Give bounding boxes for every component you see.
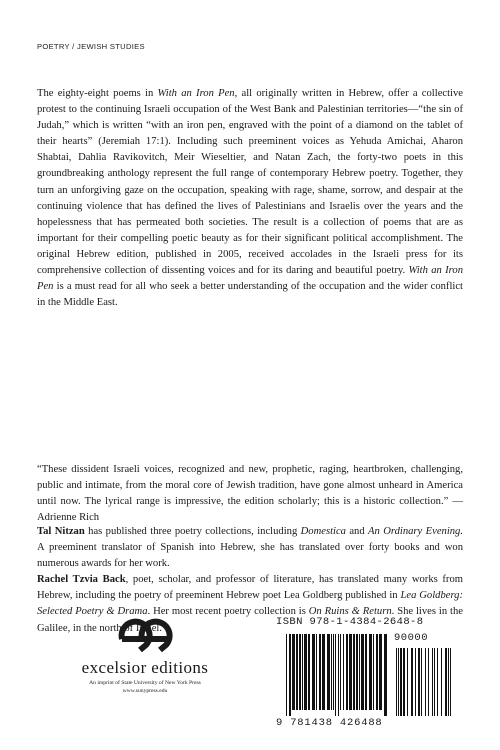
barcode-bar bbox=[343, 634, 344, 710]
bio-tal-nitzan bbox=[37, 524, 463, 572]
barcode-addon-bar bbox=[450, 648, 451, 716]
description-segment: is a must read for all who seek a better understanding of the occupation and the wider conflict in the Middle East. bbox=[37, 281, 463, 309]
description-segment: With an Iron Pen bbox=[157, 88, 235, 99]
publisher-name: excelsior editions bbox=[81, 658, 209, 677]
publisher-imprint-line: An imprint of State University of New York Press bbox=[89, 680, 201, 686]
barcode-addon-bar bbox=[425, 648, 426, 716]
barcode-bar bbox=[296, 634, 298, 710]
excelsior-editions-logo bbox=[116, 615, 174, 659]
barcode-bar bbox=[289, 634, 291, 716]
publisher-url: www.sunypress.edu bbox=[122, 688, 168, 694]
barcode-bar bbox=[308, 634, 310, 710]
barcode-bar bbox=[304, 634, 307, 710]
barcode-bar bbox=[335, 634, 336, 716]
barcode-bar bbox=[338, 634, 339, 716]
bio-back-segment: . Her most recent poetry collection is bbox=[147, 606, 309, 618]
barcode-addon-bar bbox=[415, 648, 416, 716]
book-description bbox=[37, 86, 463, 311]
category-label: POETRY / JEWISH STUDIES bbox=[37, 42, 145, 51]
barcode-bar bbox=[356, 634, 358, 710]
barcode-addon-bar bbox=[448, 648, 449, 716]
barcode-addon-bar bbox=[411, 648, 413, 716]
barcode-bar bbox=[373, 634, 374, 710]
publisher-block bbox=[80, 615, 210, 695]
bio-nitzan-segment: An Ordinary Evening. bbox=[368, 526, 464, 537]
barcode-bar bbox=[379, 634, 382, 710]
barcode-bar bbox=[331, 634, 332, 710]
isbn-label: ISBN 978-1-4384-2648-8 bbox=[276, 616, 424, 628]
barcode-addon-bar bbox=[428, 648, 429, 716]
bio-nitzan-segment: Tal Nitzan bbox=[37, 526, 85, 537]
barcode-addon-bar bbox=[445, 648, 447, 716]
barcode-addon-bar bbox=[396, 648, 397, 716]
barcode-addon-number: 90000 bbox=[394, 632, 429, 644]
barcode-bar bbox=[376, 634, 378, 710]
barcode-bar bbox=[299, 634, 301, 710]
barcode-bar bbox=[340, 634, 341, 710]
barcode-bar bbox=[316, 634, 317, 710]
isbn-barcode-block bbox=[276, 616, 466, 731]
barcode-ean-number: 9 781438 426488 bbox=[276, 717, 383, 729]
barcode-bar bbox=[346, 634, 348, 710]
bio-back-segment: Rachel Tzvia Back bbox=[37, 574, 126, 586]
bio-nitzan-segment: has published three poetry collections, including bbox=[84, 526, 301, 537]
barcode-bar bbox=[292, 634, 295, 710]
bio-back-segment: , poet, scholar, and professor of literature, has translated many works from Hebrew, including the poetry of preeminent Hebrew poet Lea Goldberg published in bbox=[37, 574, 463, 602]
bio-nitzan-segment: A preeminent translator of Spanish into Hebrew, she has translated over forty books and won numerous awards for her work. bbox=[37, 542, 463, 570]
barcode-addon-bar bbox=[421, 648, 422, 716]
barcode-graphic bbox=[276, 628, 466, 718]
barcode-bar bbox=[369, 634, 372, 710]
barcode-addon-bar bbox=[434, 648, 435, 716]
barcode-addon-bar bbox=[398, 648, 399, 716]
bio-nitzan-segment: Domestica bbox=[300, 526, 346, 537]
bio-back-segment: On Ruins & Return bbox=[308, 606, 392, 618]
barcode-bar bbox=[327, 634, 330, 710]
barcode-bar bbox=[319, 634, 321, 710]
barcode-addon-bar bbox=[437, 648, 438, 716]
barcode-bar bbox=[302, 634, 303, 710]
barcode-bar bbox=[353, 634, 355, 710]
barcode-addon-bar bbox=[400, 648, 402, 716]
barcode-bar bbox=[286, 634, 287, 716]
barcode-addon-bar bbox=[441, 648, 442, 716]
barcode-addon-bar bbox=[407, 648, 408, 716]
blurb-quote bbox=[37, 462, 463, 526]
barcode-bar bbox=[312, 634, 315, 710]
description-segment: With an Iron Pen bbox=[37, 265, 463, 293]
quote-segment: “These dissident Israeli voices, recognized and new, prophetic, raging, heartbroken, challenging, public and intimate, from the moral core of Jewish tradition, have gone almost unheard in America until now. The lyrical range is impressive, the edition scholarly; this is a historic collection.” — Adrienne Rich bbox=[37, 464, 463, 524]
barcode-addon-bar bbox=[403, 648, 405, 716]
barcode-addon-bar bbox=[432, 648, 433, 716]
barcode-bar bbox=[359, 634, 360, 710]
description-segment: The eighty-eight poems in bbox=[37, 88, 158, 99]
description-segment: , all originally written in Hebrew, offer a collective protest to the continuing Israeli occupation of the West Bank and Palestinian territories—“the sin of Judah,” which is written “with an iron pen, engraved with the point of a diamond on the tablet of their hearts” (Jeremiah 17:1). Including such preeminent voices as Yehuda Amichai, Aharon Shabtai, Dahlia Ravikovitch, Meir Wieseltier, and Natan Zach, the forty-two poets in this groundbreaking anthology represent the full range of contemporary Hebrew poetry. Together, they turn an unforgiving gaze on the occupation, speaking with rage, shame, sorrow, and despair at the continuing violence that has defined the lives of Palestinians and Israelis over the years and the hopelessness that has permeated both societies. The result is a collection of poems that are as important for their compelling poetic beauty as for their significant political accomplishment. The original Hebrew edition, published in 2005, received accolades in the Israeli press for its comprehensive collection of dissenting voices and for its daring and beautiful poetry. bbox=[37, 88, 463, 277]
bio-nitzan-segment: and bbox=[345, 526, 369, 537]
bio-back-segment: . She lives in the Galilee, in the north of Israel. bbox=[37, 606, 463, 634]
barcode-addon-bar bbox=[418, 648, 420, 716]
barcode-bar bbox=[361, 634, 364, 710]
barcode-bar bbox=[349, 634, 352, 710]
barcode-bar bbox=[365, 634, 367, 710]
barcode-bar bbox=[384, 634, 387, 716]
bio-back-segment: Lea Goldberg: Selected Poetry & Drama bbox=[37, 590, 463, 618]
barcode-bar bbox=[322, 634, 325, 710]
barcode-bar bbox=[333, 634, 334, 710]
